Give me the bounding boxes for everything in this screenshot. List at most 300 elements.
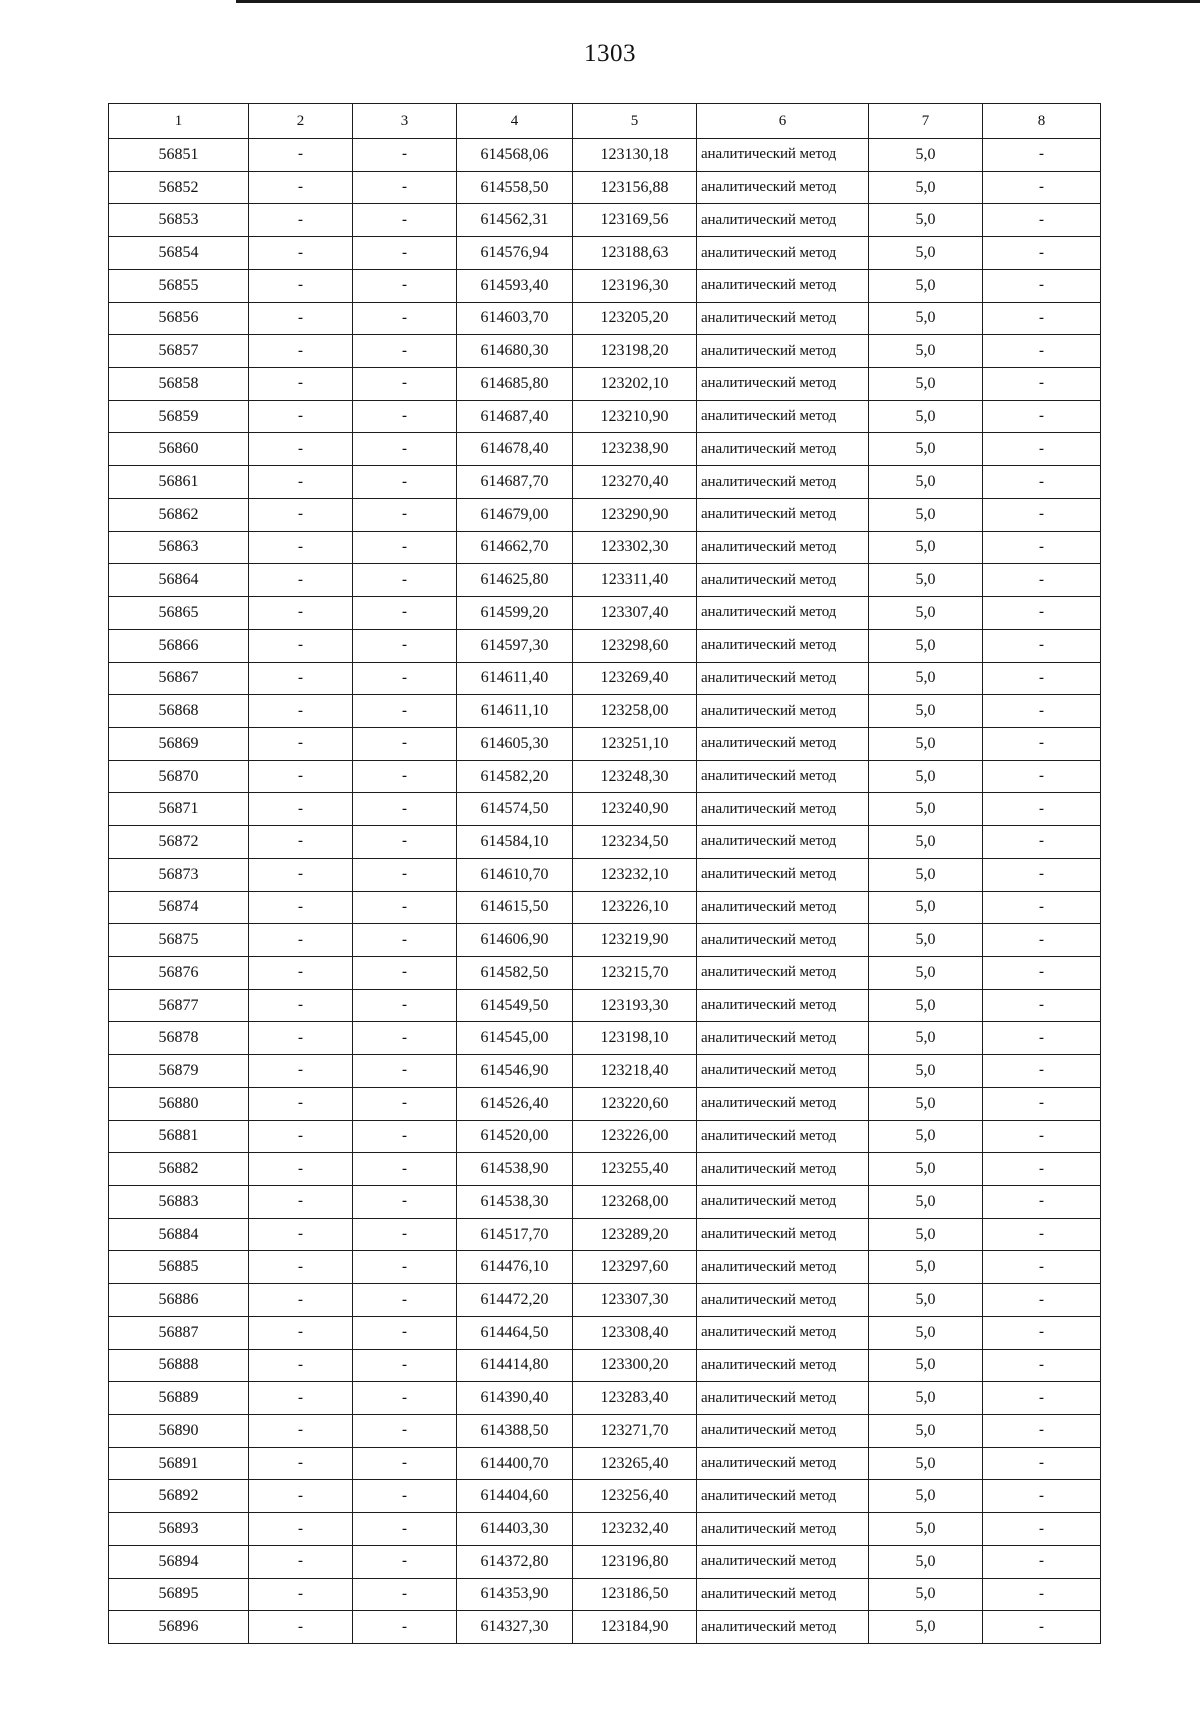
x-coordinate-cell: 614582,20 bbox=[457, 760, 573, 793]
table-row bbox=[109, 1382, 1101, 1415]
method-cell: аналитический метод bbox=[697, 1513, 869, 1546]
point-number-cell: 56870 bbox=[109, 760, 249, 793]
accuracy-cell: 5,0 bbox=[869, 1153, 983, 1186]
accuracy-cell: 5,0 bbox=[869, 1349, 983, 1382]
method-cell: аналитический метод bbox=[697, 1087, 869, 1120]
y-coordinate-cell: 123298,60 bbox=[573, 629, 697, 662]
accuracy-cell: 5,0 bbox=[869, 989, 983, 1022]
page-number: 1303 bbox=[584, 40, 636, 67]
x-coordinate-cell: 614582,50 bbox=[457, 956, 573, 989]
point-number-cell: 56889 bbox=[109, 1382, 249, 1415]
x-coordinate-cell: 614353,90 bbox=[457, 1578, 573, 1611]
accuracy-cell: 5,0 bbox=[869, 335, 983, 368]
y-coordinate-cell: 123307,30 bbox=[573, 1284, 697, 1317]
col8-cell: - bbox=[983, 1578, 1101, 1611]
point-number-cell: 56879 bbox=[109, 1055, 249, 1088]
col3-cell: - bbox=[353, 1578, 457, 1611]
col2-cell: - bbox=[249, 1022, 353, 1055]
col3-cell: - bbox=[353, 597, 457, 630]
x-coordinate-cell: 614390,40 bbox=[457, 1382, 573, 1415]
col3-cell: - bbox=[353, 498, 457, 531]
top-rule bbox=[236, 0, 1200, 3]
point-number-cell: 56875 bbox=[109, 924, 249, 957]
table-body bbox=[109, 104, 1101, 1644]
col2-cell: - bbox=[249, 1284, 353, 1317]
method-cell: аналитический метод bbox=[697, 1611, 869, 1644]
method-cell: аналитический метод bbox=[697, 466, 869, 499]
coordinates-table bbox=[108, 103, 1101, 1644]
method-cell: аналитический метод bbox=[697, 1055, 869, 1088]
table-row bbox=[109, 368, 1101, 401]
accuracy-cell: 5,0 bbox=[869, 662, 983, 695]
col8-cell: - bbox=[983, 1480, 1101, 1513]
method-cell: аналитический метод bbox=[697, 989, 869, 1022]
y-coordinate-cell: 123196,30 bbox=[573, 269, 697, 302]
y-coordinate-cell: 123184,90 bbox=[573, 1611, 697, 1644]
col2-cell: - bbox=[249, 237, 353, 270]
accuracy-cell: 5,0 bbox=[869, 400, 983, 433]
method-cell: аналитический метод bbox=[697, 1316, 869, 1349]
accuracy-cell: 5,0 bbox=[869, 858, 983, 891]
y-coordinate-cell: 123232,40 bbox=[573, 1513, 697, 1546]
point-number-cell: 56876 bbox=[109, 956, 249, 989]
table-row bbox=[109, 1349, 1101, 1382]
table-row bbox=[109, 564, 1101, 597]
column-header: 6 bbox=[697, 104, 869, 139]
y-coordinate-cell: 123226,00 bbox=[573, 1120, 697, 1153]
y-coordinate-cell: 123270,40 bbox=[573, 466, 697, 499]
col3-cell: - bbox=[353, 1349, 457, 1382]
accuracy-cell: 5,0 bbox=[869, 826, 983, 859]
col2-cell: - bbox=[249, 695, 353, 728]
col2-cell: - bbox=[249, 1447, 353, 1480]
table-row bbox=[109, 531, 1101, 564]
table-row bbox=[109, 1415, 1101, 1448]
method-cell: аналитический метод bbox=[697, 727, 869, 760]
method-cell: аналитический метод bbox=[697, 171, 869, 204]
table-row bbox=[109, 1153, 1101, 1186]
accuracy-cell: 5,0 bbox=[869, 1186, 983, 1219]
method-cell: аналитический метод bbox=[697, 368, 869, 401]
col3-cell: - bbox=[353, 1316, 457, 1349]
method-cell: аналитический метод bbox=[697, 1578, 869, 1611]
x-coordinate-cell: 614687,70 bbox=[457, 466, 573, 499]
table-row bbox=[109, 629, 1101, 662]
table-row bbox=[109, 1316, 1101, 1349]
accuracy-cell: 5,0 bbox=[869, 531, 983, 564]
table-row bbox=[109, 695, 1101, 728]
table-row bbox=[109, 760, 1101, 793]
col2-cell: - bbox=[249, 1055, 353, 1088]
x-coordinate-cell: 614414,80 bbox=[457, 1349, 573, 1382]
method-cell: аналитический метод bbox=[697, 695, 869, 728]
col3-cell: - bbox=[353, 1284, 457, 1317]
y-coordinate-cell: 123198,20 bbox=[573, 335, 697, 368]
col2-cell: - bbox=[249, 1218, 353, 1251]
col3-cell: - bbox=[353, 1120, 457, 1153]
col2-cell: - bbox=[249, 368, 353, 401]
y-coordinate-cell: 123251,10 bbox=[573, 727, 697, 760]
point-number-cell: 56895 bbox=[109, 1578, 249, 1611]
col8-cell: - bbox=[983, 466, 1101, 499]
col2-cell: - bbox=[249, 1578, 353, 1611]
col8-cell: - bbox=[983, 1022, 1101, 1055]
point-number-cell: 56892 bbox=[109, 1480, 249, 1513]
y-coordinate-cell: 123258,00 bbox=[573, 695, 697, 728]
method-cell: аналитический метод bbox=[697, 400, 869, 433]
accuracy-cell: 5,0 bbox=[869, 1513, 983, 1546]
accuracy-cell: 5,0 bbox=[869, 498, 983, 531]
method-cell: аналитический метод bbox=[697, 1382, 869, 1415]
table-row bbox=[109, 400, 1101, 433]
column-header: 7 bbox=[869, 104, 983, 139]
y-coordinate-cell: 123202,10 bbox=[573, 368, 697, 401]
point-number-cell: 56853 bbox=[109, 204, 249, 237]
point-number-cell: 56851 bbox=[109, 139, 249, 172]
method-cell: аналитический метод bbox=[697, 433, 869, 466]
col2-cell: - bbox=[249, 1087, 353, 1120]
col3-cell: - bbox=[353, 466, 457, 499]
y-coordinate-cell: 123210,90 bbox=[573, 400, 697, 433]
col3-cell: - bbox=[353, 1545, 457, 1578]
col2-cell: - bbox=[249, 564, 353, 597]
table-row bbox=[109, 466, 1101, 499]
col2-cell: - bbox=[249, 269, 353, 302]
col8-cell: - bbox=[983, 139, 1101, 172]
x-coordinate-cell: 614538,90 bbox=[457, 1153, 573, 1186]
method-cell: аналитический метод bbox=[697, 335, 869, 368]
y-coordinate-cell: 123290,90 bbox=[573, 498, 697, 531]
y-coordinate-cell: 123308,40 bbox=[573, 1316, 697, 1349]
x-coordinate-cell: 614403,30 bbox=[457, 1513, 573, 1546]
x-coordinate-cell: 614678,40 bbox=[457, 433, 573, 466]
x-coordinate-cell: 614520,00 bbox=[457, 1120, 573, 1153]
x-coordinate-cell: 614574,50 bbox=[457, 793, 573, 826]
method-cell: аналитический метод bbox=[697, 1284, 869, 1317]
y-coordinate-cell: 123269,40 bbox=[573, 662, 697, 695]
table-row bbox=[109, 1284, 1101, 1317]
col8-cell: - bbox=[983, 1513, 1101, 1546]
col2-cell: - bbox=[249, 433, 353, 466]
col2-cell: - bbox=[249, 1545, 353, 1578]
point-number-cell: 56865 bbox=[109, 597, 249, 630]
y-coordinate-cell: 123307,40 bbox=[573, 597, 697, 630]
accuracy-cell: 5,0 bbox=[869, 891, 983, 924]
y-coordinate-cell: 123271,70 bbox=[573, 1415, 697, 1448]
table-row bbox=[109, 989, 1101, 1022]
accuracy-cell: 5,0 bbox=[869, 1382, 983, 1415]
col8-cell: - bbox=[983, 1055, 1101, 1088]
table-row bbox=[109, 956, 1101, 989]
x-coordinate-cell: 614625,80 bbox=[457, 564, 573, 597]
col8-cell: - bbox=[983, 1284, 1101, 1317]
point-number-cell: 56873 bbox=[109, 858, 249, 891]
point-number-cell: 56887 bbox=[109, 1316, 249, 1349]
col8-cell: - bbox=[983, 924, 1101, 957]
col2-cell: - bbox=[249, 1251, 353, 1284]
col2-cell: - bbox=[249, 826, 353, 859]
method-cell: аналитический метод bbox=[697, 1251, 869, 1284]
col3-cell: - bbox=[353, 171, 457, 204]
col8-cell: - bbox=[983, 695, 1101, 728]
method-cell: аналитический метод bbox=[697, 891, 869, 924]
table-row bbox=[109, 1022, 1101, 1055]
col3-cell: - bbox=[353, 237, 457, 270]
table-row bbox=[109, 1513, 1101, 1546]
col8-cell: - bbox=[983, 1382, 1101, 1415]
accuracy-cell: 5,0 bbox=[869, 1055, 983, 1088]
col2-cell: - bbox=[249, 531, 353, 564]
x-coordinate-cell: 614327,30 bbox=[457, 1611, 573, 1644]
table-row bbox=[109, 1055, 1101, 1088]
col8-cell: - bbox=[983, 826, 1101, 859]
point-number-cell: 56878 bbox=[109, 1022, 249, 1055]
column-header: 2 bbox=[249, 104, 353, 139]
method-cell: аналитический метод bbox=[697, 1545, 869, 1578]
y-coordinate-cell: 123300,20 bbox=[573, 1349, 697, 1382]
table-row bbox=[109, 139, 1101, 172]
y-coordinate-cell: 123193,30 bbox=[573, 989, 697, 1022]
method-cell: аналитический метод bbox=[697, 564, 869, 597]
col2-cell: - bbox=[249, 956, 353, 989]
y-coordinate-cell: 123198,10 bbox=[573, 1022, 697, 1055]
accuracy-cell: 5,0 bbox=[869, 1578, 983, 1611]
y-coordinate-cell: 123219,90 bbox=[573, 924, 697, 957]
point-number-cell: 56885 bbox=[109, 1251, 249, 1284]
table-row bbox=[109, 1480, 1101, 1513]
col2-cell: - bbox=[249, 400, 353, 433]
col2-cell: - bbox=[249, 1153, 353, 1186]
col8-cell: - bbox=[983, 237, 1101, 270]
table-row bbox=[109, 891, 1101, 924]
y-coordinate-cell: 123205,20 bbox=[573, 302, 697, 335]
column-header: 3 bbox=[353, 104, 457, 139]
col3-cell: - bbox=[353, 760, 457, 793]
col2-cell: - bbox=[249, 793, 353, 826]
y-coordinate-cell: 123248,30 bbox=[573, 760, 697, 793]
accuracy-cell: 5,0 bbox=[869, 1480, 983, 1513]
col2-cell: - bbox=[249, 466, 353, 499]
col3-cell: - bbox=[353, 1022, 457, 1055]
x-coordinate-cell: 614662,70 bbox=[457, 531, 573, 564]
point-number-cell: 56881 bbox=[109, 1120, 249, 1153]
method-cell: аналитический метод bbox=[697, 793, 869, 826]
x-coordinate-cell: 614605,30 bbox=[457, 727, 573, 760]
col2-cell: - bbox=[249, 335, 353, 368]
point-number-cell: 56859 bbox=[109, 400, 249, 433]
x-coordinate-cell: 614538,30 bbox=[457, 1186, 573, 1219]
table-row bbox=[109, 727, 1101, 760]
accuracy-cell: 5,0 bbox=[869, 1284, 983, 1317]
x-coordinate-cell: 614545,00 bbox=[457, 1022, 573, 1055]
x-coordinate-cell: 614526,40 bbox=[457, 1087, 573, 1120]
point-number-cell: 56888 bbox=[109, 1349, 249, 1382]
table-row bbox=[109, 826, 1101, 859]
x-coordinate-cell: 614472,20 bbox=[457, 1284, 573, 1317]
table-row bbox=[109, 597, 1101, 630]
accuracy-cell: 5,0 bbox=[869, 597, 983, 630]
col8-cell: - bbox=[983, 629, 1101, 662]
col8-cell: - bbox=[983, 368, 1101, 401]
table-row bbox=[109, 204, 1101, 237]
col2-cell: - bbox=[249, 629, 353, 662]
method-cell: аналитический метод bbox=[697, 1218, 869, 1251]
table-row bbox=[109, 171, 1101, 204]
method-cell: аналитический метод bbox=[697, 1120, 869, 1153]
col3-cell: - bbox=[353, 1186, 457, 1219]
col2-cell: - bbox=[249, 171, 353, 204]
y-coordinate-cell: 123169,56 bbox=[573, 204, 697, 237]
y-coordinate-cell: 123289,20 bbox=[573, 1218, 697, 1251]
col2-cell: - bbox=[249, 597, 353, 630]
col8-cell: - bbox=[983, 1349, 1101, 1382]
point-number-cell: 56882 bbox=[109, 1153, 249, 1186]
column-header: 1 bbox=[109, 104, 249, 139]
x-coordinate-cell: 614597,30 bbox=[457, 629, 573, 662]
col8-cell: - bbox=[983, 1316, 1101, 1349]
table-row bbox=[109, 924, 1101, 957]
accuracy-cell: 5,0 bbox=[869, 1251, 983, 1284]
accuracy-cell: 5,0 bbox=[869, 171, 983, 204]
col3-cell: - bbox=[353, 956, 457, 989]
col8-cell: - bbox=[983, 1251, 1101, 1284]
accuracy-cell: 5,0 bbox=[869, 760, 983, 793]
point-number-cell: 56868 bbox=[109, 695, 249, 728]
y-coordinate-cell: 123311,40 bbox=[573, 564, 697, 597]
y-coordinate-cell: 123226,10 bbox=[573, 891, 697, 924]
col3-cell: - bbox=[353, 793, 457, 826]
y-coordinate-cell: 123283,40 bbox=[573, 1382, 697, 1415]
method-cell: аналитический метод bbox=[697, 1447, 869, 1480]
method-cell: аналитический метод bbox=[697, 597, 869, 630]
col8-cell: - bbox=[983, 1447, 1101, 1480]
x-coordinate-cell: 614679,00 bbox=[457, 498, 573, 531]
accuracy-cell: 5,0 bbox=[869, 1218, 983, 1251]
y-coordinate-cell: 123215,70 bbox=[573, 956, 697, 989]
col8-cell: - bbox=[983, 1120, 1101, 1153]
table-row bbox=[109, 1545, 1101, 1578]
col3-cell: - bbox=[353, 695, 457, 728]
method-cell: аналитический метод bbox=[697, 204, 869, 237]
x-coordinate-cell: 614464,50 bbox=[457, 1316, 573, 1349]
col8-cell: - bbox=[983, 1415, 1101, 1448]
x-coordinate-cell: 614680,30 bbox=[457, 335, 573, 368]
table-row bbox=[109, 1578, 1101, 1611]
x-coordinate-cell: 614584,10 bbox=[457, 826, 573, 859]
point-number-cell: 56880 bbox=[109, 1087, 249, 1120]
col3-cell: - bbox=[353, 400, 457, 433]
y-coordinate-cell: 123302,30 bbox=[573, 531, 697, 564]
col2-cell: - bbox=[249, 924, 353, 957]
col8-cell: - bbox=[983, 727, 1101, 760]
col3-cell: - bbox=[353, 433, 457, 466]
x-coordinate-cell: 614593,40 bbox=[457, 269, 573, 302]
col8-cell: - bbox=[983, 662, 1101, 695]
col2-cell: - bbox=[249, 989, 353, 1022]
col8-cell: - bbox=[983, 793, 1101, 826]
accuracy-cell: 5,0 bbox=[869, 629, 983, 662]
method-cell: аналитический метод bbox=[697, 1480, 869, 1513]
col8-cell: - bbox=[983, 891, 1101, 924]
point-number-cell: 56894 bbox=[109, 1545, 249, 1578]
col3-cell: - bbox=[353, 368, 457, 401]
y-coordinate-cell: 123196,80 bbox=[573, 1545, 697, 1578]
col3-cell: - bbox=[353, 564, 457, 597]
method-cell: аналитический метод bbox=[697, 531, 869, 564]
method-cell: аналитический метод bbox=[697, 237, 869, 270]
col8-cell: - bbox=[983, 1087, 1101, 1120]
col8-cell: - bbox=[983, 597, 1101, 630]
y-coordinate-cell: 123130,18 bbox=[573, 139, 697, 172]
accuracy-cell: 5,0 bbox=[869, 564, 983, 597]
x-coordinate-cell: 614546,90 bbox=[457, 1055, 573, 1088]
accuracy-cell: 5,0 bbox=[869, 1611, 983, 1644]
col3-cell: - bbox=[353, 1153, 457, 1186]
x-coordinate-cell: 614517,70 bbox=[457, 1218, 573, 1251]
method-cell: аналитический метод bbox=[697, 956, 869, 989]
col8-cell: - bbox=[983, 989, 1101, 1022]
point-number-cell: 56857 bbox=[109, 335, 249, 368]
accuracy-cell: 5,0 bbox=[869, 204, 983, 237]
point-number-cell: 56858 bbox=[109, 368, 249, 401]
x-coordinate-cell: 614400,70 bbox=[457, 1447, 573, 1480]
col2-cell: - bbox=[249, 858, 353, 891]
col2-cell: - bbox=[249, 662, 353, 695]
col8-cell: - bbox=[983, 858, 1101, 891]
accuracy-cell: 5,0 bbox=[869, 956, 983, 989]
y-coordinate-cell: 123265,40 bbox=[573, 1447, 697, 1480]
accuracy-cell: 5,0 bbox=[869, 695, 983, 728]
col8-cell: - bbox=[983, 498, 1101, 531]
table-header-row bbox=[109, 104, 1101, 139]
table-row bbox=[109, 433, 1101, 466]
accuracy-cell: 5,0 bbox=[869, 237, 983, 270]
point-number-cell: 56854 bbox=[109, 237, 249, 270]
point-number-cell: 56867 bbox=[109, 662, 249, 695]
table-row bbox=[109, 1087, 1101, 1120]
point-number-cell: 56877 bbox=[109, 989, 249, 1022]
col8-cell: - bbox=[983, 1186, 1101, 1219]
x-coordinate-cell: 614610,70 bbox=[457, 858, 573, 891]
col2-cell: - bbox=[249, 1415, 353, 1448]
col3-cell: - bbox=[353, 302, 457, 335]
y-coordinate-cell: 123255,40 bbox=[573, 1153, 697, 1186]
col2-cell: - bbox=[249, 139, 353, 172]
table-row bbox=[109, 1447, 1101, 1480]
y-coordinate-cell: 123220,60 bbox=[573, 1087, 697, 1120]
method-cell: аналитический метод bbox=[697, 826, 869, 859]
point-number-cell: 56866 bbox=[109, 629, 249, 662]
point-number-cell: 56869 bbox=[109, 727, 249, 760]
col3-cell: - bbox=[353, 1055, 457, 1088]
col2-cell: - bbox=[249, 1611, 353, 1644]
col2-cell: - bbox=[249, 1316, 353, 1349]
col3-cell: - bbox=[353, 531, 457, 564]
col3-cell: - bbox=[353, 891, 457, 924]
col2-cell: - bbox=[249, 1349, 353, 1382]
col8-cell: - bbox=[983, 1153, 1101, 1186]
table-row bbox=[109, 237, 1101, 270]
x-coordinate-cell: 614611,10 bbox=[457, 695, 573, 728]
table-row bbox=[109, 302, 1101, 335]
y-coordinate-cell: 123256,40 bbox=[573, 1480, 697, 1513]
method-cell: аналитический метод bbox=[697, 924, 869, 957]
col3-cell: - bbox=[353, 629, 457, 662]
point-number-cell: 56890 bbox=[109, 1415, 249, 1448]
point-number-cell: 56874 bbox=[109, 891, 249, 924]
col8-cell: - bbox=[983, 564, 1101, 597]
col3-cell: - bbox=[353, 989, 457, 1022]
